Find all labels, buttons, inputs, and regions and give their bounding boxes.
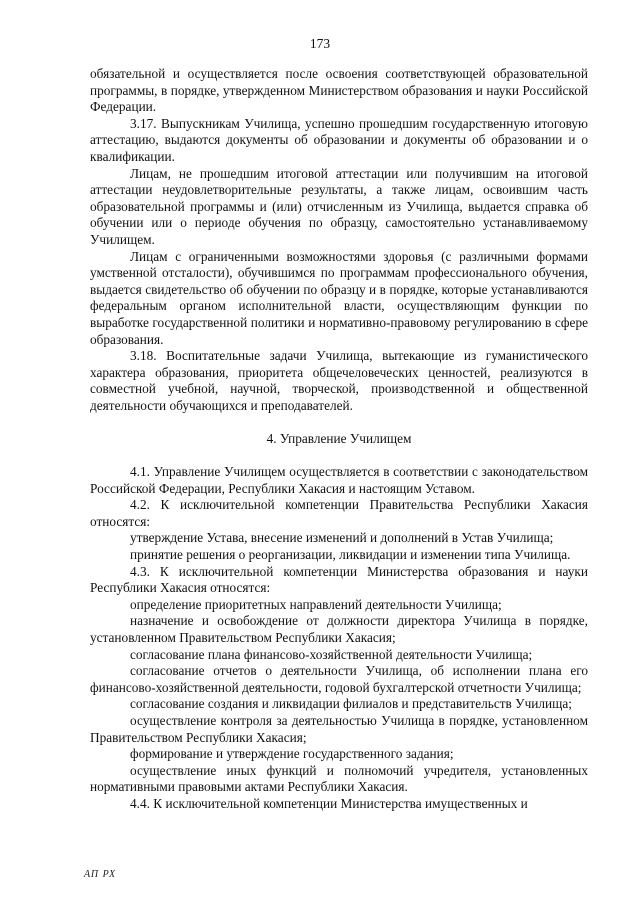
document-body [90, 66, 588, 813]
list-item: согласование плана финансово-хозяйственной деятельности Училища; [130, 646, 533, 662]
paragraph-4-2: 4.2. К исключительной компетенции Правительства Республики Хакасия относятся: [90, 497, 588, 529]
list-item: утверждение Устава, внесение изменений и дополнений в Устав Училища; [130, 530, 554, 546]
paragraph-4-3: 4.3. К исключительной компетенции Министерства образования и науки Республики Хакасия относятся: [90, 563, 588, 596]
list-item: осуществление контроля за деятельностью Училища в порядке, установленном Правительством Республики Хакасия; [90, 712, 588, 745]
list-item: согласование отчетов о деятельности Училища, об исполнении плана его финансово-хозяйственной деятельности, годовой бухгалтерской отчетности Училища; [90, 663, 588, 695]
paragraph-3-18: 3.18. Воспитательные задачи Училища, вытекающие из гуманистического характера образования, приоритета общечеловеческих ценностей, реализуются в совместной учебной, научной, творческой, производственной и общественной деятельности обучающихся и преподавателей. [90, 348, 588, 413]
footer-mark: АП РХ [84, 869, 117, 880]
list-item: принятие решения о реорганизации, ликвидации и изменении типа Училища. [130, 547, 571, 563]
list-item: осуществление иных функций и полномочий учредителя, установленных нормативными правовыми актами Республики Хакасия. [90, 762, 588, 795]
paragraph-certificate: Лицам, не прошедшим итоговой аттестации или получившим на итоговой аттестации неудовлетворительные результаты, а также лицам, освоившим часть образовательной программы и (или) отчисленным из Училища, выдается справка об обучении или о периоде обучения по образцу, самостоятельно устанавливаемому Училищем. [90, 165, 588, 247]
paragraph-4-4: 4.4. К исключительной компетенции Министерства имущественных и [130, 795, 528, 811]
paragraph-disabilities: Лицам с ограниченными возможностями здоровья (с различными формами умственной отсталости), обучившимся по программам профессионального обучения, выдается свидетельство об обучении по образцу и в порядке, которые устанавливаются федеральным органом исполнительной власти, осуществляющим функции по выработке государственной политики и нормативно-правовому регулированию в сфере образования. [90, 248, 588, 347]
list-item: назначение и освобождение от должности директора Училища в порядке, установленном Правительством Республики Хакасия; [90, 613, 588, 645]
paragraph-continuation: обязательной и осуществляется после освоения соответствующей образовательной программы, в порядке, утвержденном Министерством образования и науки Российской Федерации. [90, 66, 588, 115]
list-item: согласование создания и ликвидации филиалов и представительств Училища; [130, 696, 572, 712]
paragraph-3-17: 3.17. Выпускникам Училища, успешно прошедшим государственную итоговую аттестацию, выдаются документы об образовании и документы об образовании и о квалификации. [90, 115, 588, 164]
list-item: формирование и утверждение государственного задания; [130, 746, 454, 762]
section-heading: 4. Управление Училищем [266, 431, 412, 447]
paragraph-4-1: 4.1. Управление Училищем осуществляется в соответствии с законодательством Российской Федерации, Республики Хакасия и настоящим Уставом. [90, 464, 588, 496]
page-number: 173 [309, 36, 331, 51]
list-item: определение приоритетных направлений деятельности Училища; [130, 596, 502, 612]
